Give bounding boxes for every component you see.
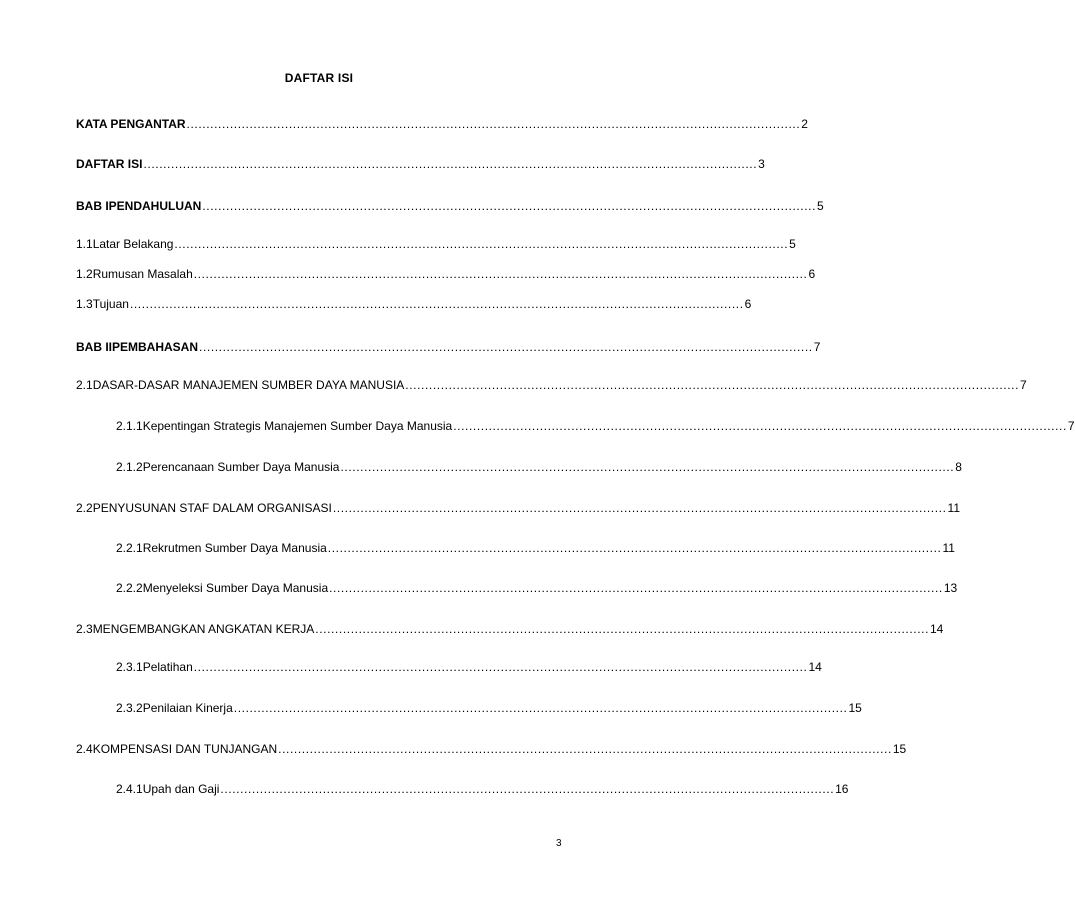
toc-entry-2-4-1[interactable] <box>116 782 849 796</box>
toc-leader-dots: ............................................................................................................................................................ <box>199 340 813 354</box>
toc-entry-label: DASAR-DASAR MANAJEMEN SUMBER DAYA MANUSIA <box>92 378 405 392</box>
toc-leader-dots: ............................................................................................................................................................ <box>186 117 801 131</box>
toc-entry-page: 15 <box>892 742 907 756</box>
toc-entry-number: 2.2 <box>76 501 93 515</box>
toc-entry-2-4[interactable] <box>76 742 907 756</box>
toc-entry-label: Penilaian Kinerja <box>142 701 233 715</box>
toc-entry-label: Tujuan <box>92 297 129 311</box>
toc-entry-page: 5 <box>789 237 796 251</box>
toc-entry-label: DAFTAR ISI <box>76 157 143 171</box>
toc-entry-label: KATA PENGANTAR <box>76 117 186 131</box>
toc-entry-page: 7 <box>1020 378 1027 392</box>
toc-entry-1-3[interactable] <box>76 297 752 311</box>
toc-entry-label: PENYUSUNAN STAF DALAM ORGANISASI <box>92 501 332 515</box>
toc-entry-page: 7 <box>813 340 821 354</box>
toc-entry-label: Menyeleksi Sumber Daya Manusia <box>142 581 329 595</box>
toc-entry-number: 2.2.1 <box>116 541 143 555</box>
toc-leader-dots: ............................................................................................................................................................ <box>220 782 835 796</box>
toc-leader-dots: ............................................................................................................................................................ <box>405 378 1019 392</box>
toc-entry-number: BAB I <box>76 199 109 213</box>
toc-leader-dots: ............................................................................................................................................................ <box>453 419 1067 433</box>
toc-leader-dots: ............................................................................................................................................................ <box>174 237 789 251</box>
toc-entry-page: 15 <box>848 701 862 715</box>
toc-entry-number: 2.1.1 <box>116 419 143 433</box>
toc-entry-number: 2.4 <box>76 742 93 756</box>
toc-entry-page: 13 <box>943 581 958 595</box>
toc-entry-number: 1.1 <box>76 237 93 251</box>
toc-entry-label: Rekrutmen Sumber Daya Manusia <box>142 541 327 555</box>
toc-entry-page: 11 <box>942 541 955 555</box>
toc-entry-number: 2.1 <box>76 378 93 392</box>
page-number: 3 <box>556 838 562 849</box>
toc-leader-dots: ............................................................................................................................................................ <box>329 581 943 595</box>
toc-entry-page: 14 <box>808 660 822 674</box>
toc-leader-dots: ............................................................................................................................................................ <box>193 660 808 674</box>
toc-entry-2-2-2[interactable] <box>116 581 958 595</box>
toc-entry-2-1-2[interactable] <box>116 460 962 474</box>
toc-entry-page: 6 <box>744 297 752 311</box>
toc-entry-label: Kepentingan Strategis Manajemen Sumber Daya Manusia <box>142 419 453 433</box>
toc-entry-2-3-2[interactable] <box>116 701 862 715</box>
toc-leader-dots: ............................................................................................................................................................ <box>332 501 947 515</box>
toc-entry-page: 2 <box>801 117 808 131</box>
toc-entry-number: 1.3 <box>76 297 93 311</box>
toc-entry-label: KOMPENSASI DAN TUNJANGAN <box>92 742 278 756</box>
toc-leader-dots: ............................................................................................................................................................ <box>233 701 848 715</box>
toc-entry-number: BAB II <box>76 340 112 354</box>
toc-leader-dots: ............................................................................................................................................................ <box>143 157 758 171</box>
toc-entry-label: Pelatihan <box>142 660 193 674</box>
toc-entry-1-1[interactable] <box>76 237 796 251</box>
toc-entry-label: PENDAHULUAN <box>108 199 202 213</box>
toc-entry-number: 2.3.2 <box>116 701 143 715</box>
toc-entry-number: 2.3 <box>76 622 93 636</box>
toc-entry-page: 11 <box>947 501 961 515</box>
toc-entry-2-2[interactable] <box>76 501 961 515</box>
toc-entry-label: MENGEMBANGKAN ANGKATAN KERJA <box>92 622 315 636</box>
toc-entry-bab-1[interactable] <box>76 199 824 213</box>
toc-entry-label: Upah dan Gaji <box>142 782 220 796</box>
toc-entry-bab-2[interactable] <box>76 340 821 354</box>
toc-entry-page: 3 <box>758 157 765 171</box>
toc-entry-kata-pengantar[interactable] <box>76 117 808 131</box>
toc-leader-dots: ............................................................................................................................................................ <box>193 267 808 281</box>
toc-leader-dots: ............................................................................................................................................................ <box>202 199 817 213</box>
toc-entry-number: 1.2 <box>76 267 93 281</box>
toc-entry-page: 16 <box>835 782 849 796</box>
toc-entry-number: 2.4.1 <box>116 782 143 796</box>
toc-entry-2-3-1[interactable] <box>116 660 822 674</box>
toc-entry-2-3[interactable] <box>76 622 944 636</box>
toc-leader-dots: ............................................................................................................................................................ <box>315 622 929 636</box>
toc-entry-label: PEMBAHASAN <box>112 340 199 354</box>
toc-entry-label: Perencanaan Sumber Daya Manusia <box>142 460 340 474</box>
toc-entry-page: 5 <box>817 199 824 213</box>
toc-leader-dots: ............................................................................................................................................................ <box>327 541 942 555</box>
toc-leader-dots: ............................................................................................................................................................ <box>129 297 744 311</box>
toc-leader-dots: ............................................................................................................................................................ <box>340 460 955 474</box>
toc-title: DAFTAR ISI <box>284 71 354 85</box>
toc-entry-page: 7 <box>1067 419 1075 433</box>
toc-entry-page: 14 <box>930 622 944 636</box>
toc-entry-number: 2.3.1 <box>116 660 143 674</box>
toc-leader-dots: ............................................................................................................................................................ <box>278 742 892 756</box>
toc-entry-2-2-1[interactable] <box>116 541 955 555</box>
toc-entry-label: Latar Belakang <box>92 237 174 251</box>
toc-entry-page: 6 <box>808 267 816 281</box>
toc-entry-1-2[interactable] <box>76 267 816 281</box>
toc-entry-label: Rumusan Masalah <box>92 267 193 281</box>
toc-entry-daftar-isi[interactable] <box>76 157 765 171</box>
toc-entry-number: 2.1.2 <box>116 460 143 474</box>
toc-entry-2-1-1[interactable] <box>116 419 1075 433</box>
toc-entry-page: 8 <box>955 460 962 474</box>
toc-entry-number: 2.2.2 <box>116 581 143 595</box>
toc-entry-2-1[interactable] <box>76 378 1027 392</box>
